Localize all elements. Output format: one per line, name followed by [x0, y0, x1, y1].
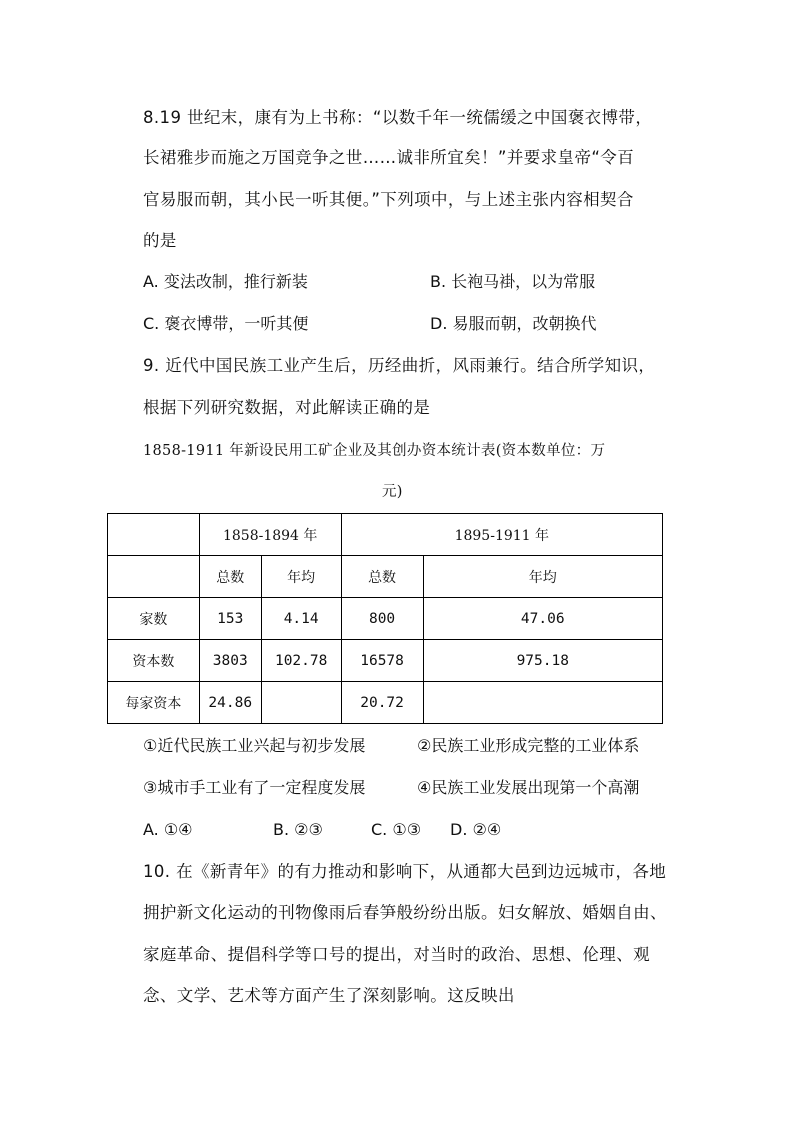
- q10-stem-line-1: 10. 在《新青年》的有力推动和影响下，从通都大邑到边远城市，各地: [143, 862, 667, 881]
- cell-value: 3803: [199, 640, 261, 682]
- table-caption-line-2: 元): [382, 484, 403, 500]
- table-corner-cell: [108, 514, 200, 556]
- q9-statement-3: ③城市手工业有了一定程度发展: [143, 778, 366, 797]
- table-row: [108, 598, 663, 640]
- q8-option-a: A. 变法改制，推行新装: [143, 272, 308, 291]
- period-2-average-header: 年均: [423, 556, 662, 598]
- q9-option-d: D. ②④: [450, 820, 502, 839]
- q9-option-b: B. ②③: [273, 820, 323, 839]
- q8-option-c: C. 褒衣博带，一听其便: [143, 314, 309, 333]
- industry-statistics-table: [107, 513, 663, 724]
- cell-value: 102.78: [261, 640, 341, 682]
- q8-stem-line-3: 官易服而朝，其小民一听其便。”下列项中，与上述主张内容相契合: [143, 190, 634, 209]
- cell-value: 47.06: [423, 598, 662, 640]
- cell-value: [261, 682, 341, 724]
- period-1-header: 1858-1894 年: [199, 514, 341, 556]
- cell-value: 20.72: [341, 682, 423, 724]
- period-2-total-header: 总数: [341, 556, 423, 598]
- cell-value: 975.18: [423, 640, 662, 682]
- cell-value: 153: [199, 598, 261, 640]
- q8-stem-line-4: 的是: [143, 231, 177, 250]
- q9-statement-4: ④民族工业发展出现第一个高潮: [417, 778, 640, 797]
- q8-stem-line-2: 长裙雅步而施之万国竞争之世……诚非所宜矣！”并要求皇帝“令百: [143, 148, 635, 167]
- table-subheader-row: [108, 556, 663, 598]
- q9-stem-line-1: 9. 近代中国民族工业产生后，历经曲折，风雨兼行。结合所学知识，: [143, 356, 656, 375]
- cell-value: 24.86: [199, 682, 261, 724]
- row-label: 家数: [108, 598, 200, 640]
- row-label: 资本数: [108, 640, 200, 682]
- period-1-average-header: 年均: [261, 556, 341, 598]
- table-caption-line-1: 1858-1911 年新设民用工矿企业及其创办资本统计表(资本数单位：万: [143, 443, 606, 459]
- table-row: [108, 640, 663, 682]
- period-2-header: 1895-1911 年: [341, 514, 662, 556]
- q8-option-b: B. 长袍马褂，以为常服: [430, 272, 596, 291]
- cell-value: 800: [341, 598, 423, 640]
- cell-value: 16578: [341, 640, 423, 682]
- q8-stem-line-1: 8.19 世纪末，康有为上书称：“以数千年一统儒缓之中国褒衣博带，: [143, 108, 653, 127]
- q9-option-a: A. ①④: [143, 820, 193, 839]
- q9-option-c: C. ①③: [371, 820, 422, 839]
- q10-stem-line-3: 家庭革命、提倡科学等口号的提出，对当时的政治、思想、伦理、观: [143, 945, 650, 964]
- q8-option-d: D. 易服而朝，改朝换代: [430, 314, 597, 333]
- q10-stem-line-2: 拥护新文化运动的刊物像雨后春笋般纷纷出版。妇女解放、婚姻自由、: [143, 903, 667, 922]
- q9-statement-1: ①近代民族工业兴起与初步发展: [143, 736, 366, 755]
- table-blank-cell: [108, 556, 200, 598]
- row-label: 每家资本: [108, 682, 200, 724]
- q9-stem-line-2: 根据下列研究数据，对此解读正确的是: [143, 398, 431, 417]
- period-1-total-header: 总数: [199, 556, 261, 598]
- q10-stem-line-4: 念、文学、艺术等方面产生了深刻影响。这反映出: [143, 986, 515, 1005]
- table-period-header-row: [108, 514, 663, 556]
- q9-statement-2: ②民族工业形成完整的工业体系: [417, 736, 640, 755]
- table-row: [108, 682, 663, 724]
- cell-value: [423, 682, 662, 724]
- cell-value: 4.14: [261, 598, 341, 640]
